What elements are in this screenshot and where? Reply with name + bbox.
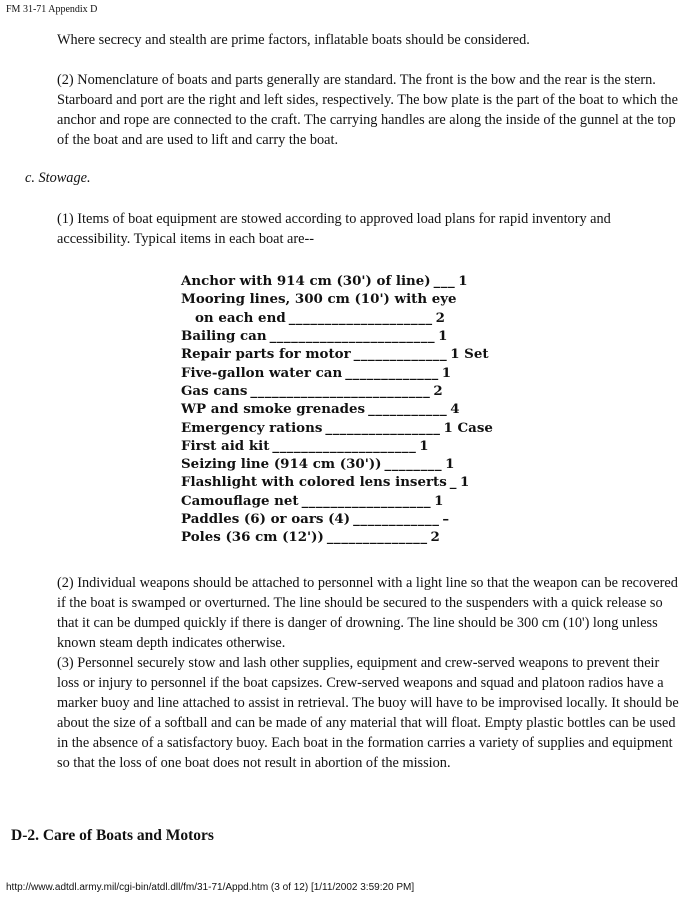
equipment-row [181, 437, 521, 455]
equipment-item: Camouflage net [181, 492, 299, 509]
equipment-quantity: – [442, 511, 450, 527]
page-header: FM 31-71 Appendix D [6, 4, 98, 15]
equipment-leader: ______________ [326, 529, 428, 546]
equipment-item: Gas cans [181, 382, 248, 399]
equipment-row [181, 473, 521, 491]
equipment-leader: _______________________ [269, 328, 436, 345]
equipment-quantity: 1 [438, 328, 448, 345]
section-heading-care: D-2. Care of Boats and Motors [11, 827, 214, 844]
equipment-item: Poles (36 cm (12')) [181, 529, 324, 546]
equipment-leader: ________________ [325, 419, 441, 436]
equipment-list [181, 272, 521, 546]
equipment-item: Flashlight with colored lens inserts [181, 474, 447, 491]
equipment-leader: __________________ [301, 492, 432, 509]
paragraph-inflatable: Where secrecy and stealth are prime factors, inflatable boats should be considered. [57, 32, 530, 48]
equipment-quantity: 1 [458, 273, 468, 290]
equipment-row [181, 455, 521, 473]
equipment-row [181, 528, 521, 546]
paragraph-supplies: (3) Personnel securely stow and lash other supplies, equipment and crew-served weapons to prevent their loss or injury to personnel if the boat capsizes. Crew-served weapons and squad and platoon radios have a marker buoy and line attached to assist in retrieval. The buoy will have to be improvised locally. It should be about the size of a softball and can be made of any material that will float. Empty plastic bottles can be used in the absence of a satisfactory buoy. Each boat in the formation carries a variety of supplies and equipment so that the loss of one boat does not result in abortion of the mission. [57, 655, 679, 771]
equipment-row [181, 345, 521, 363]
equipment-leader: ___________ [368, 401, 448, 418]
equipment-quantity: 1 [434, 492, 444, 509]
equipment-quantity: 1 [419, 437, 429, 454]
equipment-leader: ____________________ [288, 309, 433, 326]
equipment-leader: ________ [384, 456, 443, 473]
equipment-item: First aid kit [181, 437, 270, 454]
equipment-item: on each end [181, 309, 286, 326]
equipment-quantity: 2 [430, 529, 440, 546]
equipment-row [181, 418, 521, 436]
equipment-leader: _ [449, 474, 457, 491]
equipment-row [181, 327, 521, 345]
equipment-item: Anchor with 914 cm (30') of line) [181, 273, 431, 290]
equipment-quantity: 1 [441, 364, 452, 381]
equipment-row [181, 400, 521, 418]
equipment-leader: ____________ [353, 511, 440, 527]
equipment-leader: _____________ [353, 346, 448, 363]
equipment-item: Bailing can [181, 328, 267, 345]
equipment-leader: _____________ [345, 364, 439, 381]
equipment-leader: ___ [433, 273, 456, 290]
equipment-quantity: 1 [459, 474, 470, 491]
equipment-quantity: 1 Case [443, 419, 493, 436]
paragraph-weapons: (2) Individual weapons should be attached to personnel with a light line so that the weapon can be recovered if the boat is swamped or overturned. The line should be secured to the suspenders with a quick release so that it can be dumped quickly if there is danger of drowning. The line should be 300 cm (10') long unless known steam depth indicates otherwise. [57, 575, 678, 651]
equipment-row [181, 492, 521, 510]
equipment-item: Mooring lines, 300 cm (10') with eye [181, 291, 457, 308]
equipment-item: Paddles (6) or oars (4) [181, 511, 351, 527]
equipment-item: Repair parts for motor [181, 346, 351, 363]
equipment-item: Seizing line (914 cm (30')) [181, 456, 382, 473]
equipment-row [181, 290, 521, 308]
equipment-row [181, 272, 521, 290]
equipment-quantity: 4 [450, 401, 460, 418]
equipment-leader: _________________________ [250, 382, 431, 399]
equipment-quantity: 1 [445, 456, 455, 473]
subheading-stowage: c. Stowage. [25, 170, 91, 186]
equipment-quantity: 2 [433, 382, 443, 399]
equipment-row [181, 510, 521, 528]
equipment-quantity: 1 Set [450, 346, 489, 363]
equipment-row [181, 363, 521, 381]
equipment-leader: ____________________ [272, 437, 417, 454]
equipment-row [181, 309, 521, 327]
equipment-row [181, 382, 521, 400]
equipment-item: Emergency rations [181, 419, 323, 436]
equipment-item: Five-gallon water can [181, 364, 343, 381]
paragraph-nomenclature: (2) Nomenclature of boats and parts generally are standard. The front is the bow and the rear is the stern. Starboard and port are the right and left sides, respectively. The bow plate is the part of the boat to which the anchor and rope are connected to the craft. The carrying handles are along the inside of the gunnel at the top of the boat and are used to lift and carry the boat. [57, 72, 678, 148]
equipment-item: WP and smoke grenades [181, 401, 366, 418]
equipment-quantity: 2 [435, 309, 445, 326]
page-footer-url: http://www.adtdl.army.mil/cgi-bin/atdl.dll/fm/31-71/Appd.htm (3 of 12) [1/11/2002 3:59:20 PM] [6, 882, 415, 893]
paragraph-stowage-intro: (1) Items of boat equipment are stowed according to approved load plans for rapid inventory and accessibility. Typical items in each boat are-- [57, 211, 611, 247]
